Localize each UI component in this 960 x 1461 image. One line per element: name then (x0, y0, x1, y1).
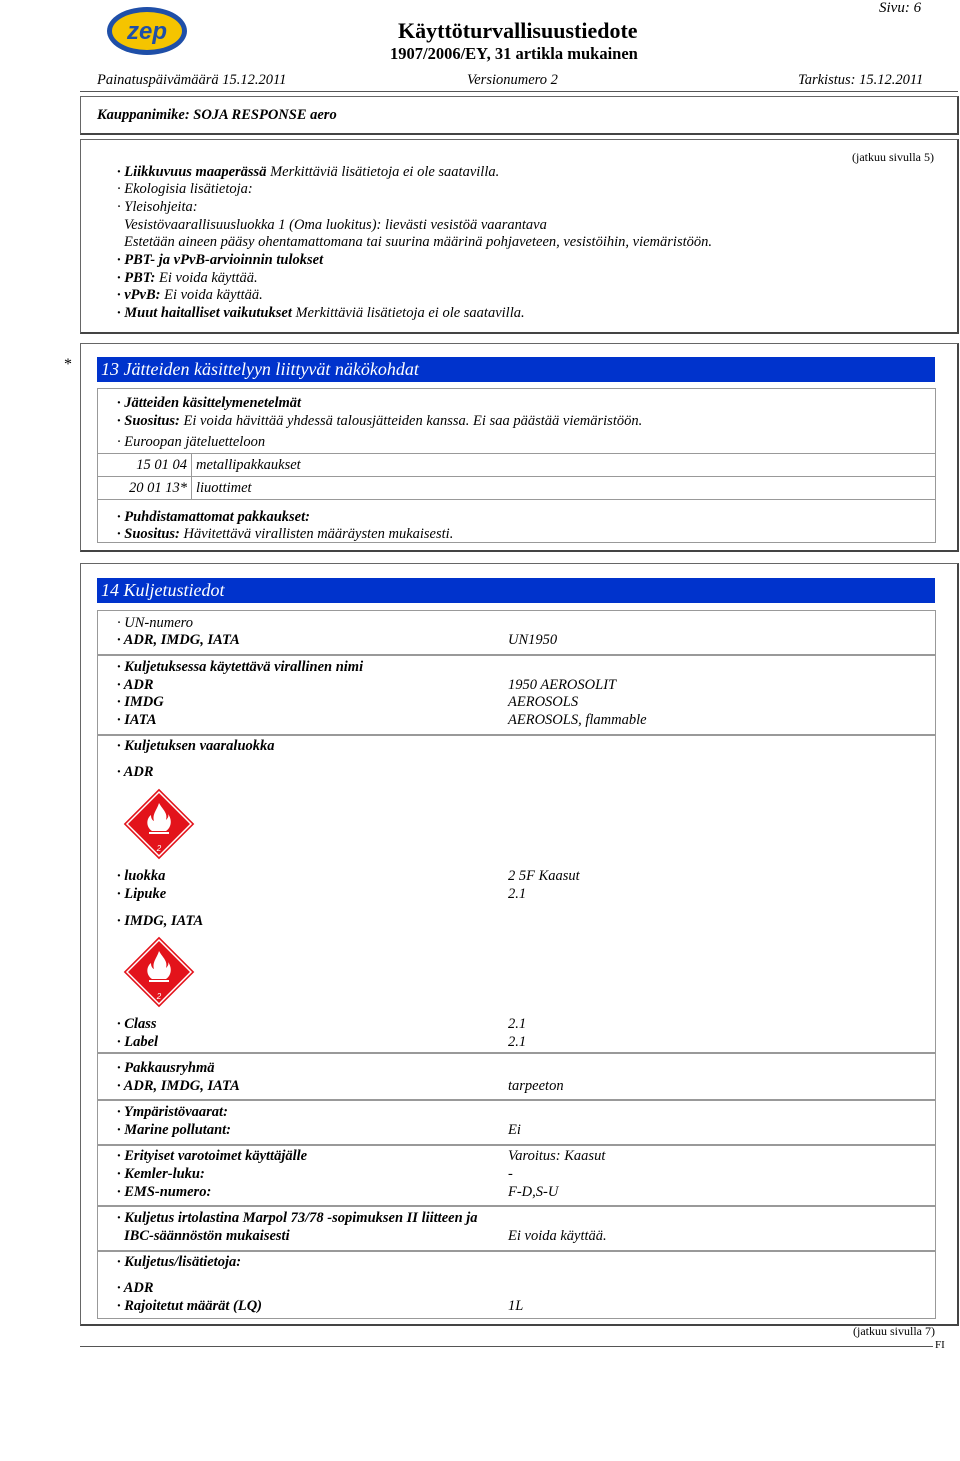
recommendation-label: · Suositus: (117, 413, 180, 429)
pbt-line (117, 270, 258, 287)
marpol-value: Ei voida käyttää. (508, 1228, 607, 1244)
class-en-label: · Class (117, 1016, 157, 1032)
recommendation-value: Ei voida hävittää yhdessä talousjätteiden kanssa. Ei saa päästää viemäristöön. (183, 413, 643, 429)
iata-value: AEROSOLS, flammable (508, 712, 647, 728)
mobility-value: Merkittäviä lisätietoja ei ole saatavilla. (270, 164, 500, 180)
revision-date: Tarkistus: 15.12.2011 (798, 72, 924, 88)
footer-rule (80, 1346, 933, 1347)
svg-text:zep: zep (126, 18, 168, 45)
packing-group-value: tarpeeton (508, 1078, 564, 1094)
uncleaned-packaging: · Puhdistamattomat pakkaukset: (117, 509, 310, 525)
prevent-text: Estetään aineen pääsy ohentamattomana tai suurina määrinä pohjaveteen, vesistöihin, viemäristöön. (124, 234, 712, 250)
continued-from-page: (jatkuu sivulla 5) (852, 150, 934, 164)
special-precautions-label: · Erityiset varotoimet käyttäjälle (117, 1148, 308, 1164)
recommendation2-value: Hävitettävä virallisten määräysten mukaisesti. (183, 526, 454, 542)
class-label: · luokka (117, 868, 166, 884)
general-notes: · Yleisohjeita: (117, 199, 198, 215)
ems-label: · EMS-numero: (117, 1184, 212, 1200)
pbt-results: · PBT- ja vPvB-arvioinnin tulokset (117, 252, 324, 268)
marpol-line1: · Kuljetus irtolastina Marpol 73/78 -sopimuksen II liitteen ja (117, 1210, 478, 1226)
recommendation-line (117, 413, 642, 430)
svg-text:2: 2 (156, 844, 162, 853)
flammable-gas-diamond-imdg (122, 935, 196, 1009)
svg-text:2: 2 (156, 992, 162, 1001)
un-transport-label: · ADR, IMDG, IATA (117, 632, 240, 648)
table-row (97, 454, 936, 477)
other-effects-value: Merkittäviä lisätietoja ei ole saatavilla. (295, 305, 525, 321)
imdg-label: · IMDG (117, 694, 164, 710)
waste-code: 15 01 04 (97, 454, 192, 477)
env-hazards-heading: · Ympäristövaarat: (117, 1104, 228, 1120)
lipuke-label: · Lipuke (117, 886, 167, 902)
pbt-label: · PBT: (117, 270, 156, 286)
continued-to-page: (jatkuu sivulla 7) (853, 1324, 935, 1338)
eco-info: · Ekologisia lisätietoja: (117, 181, 253, 197)
limited-quantities-label: · Rajoitetut määrät (LQ) (117, 1298, 262, 1314)
packing-group-heading: · Pakkausryhmä (117, 1060, 215, 1076)
mobility-line (117, 164, 499, 181)
label-en-value: 2.1 (508, 1034, 527, 1050)
class-en-value: 2.1 (508, 1016, 527, 1032)
imdg-value: AEROSOLS (508, 694, 579, 710)
label-en-label: · Label (117, 1034, 159, 1050)
mobility-label: · Liikkuvuus maaperässä (117, 164, 267, 180)
un-number-heading: · UN-numero (117, 615, 193, 631)
adr3-label: · ADR (117, 1280, 154, 1296)
version-number: Versionumero 2 (467, 72, 558, 88)
trade-name: Kauppanimike: SOJA RESPONSE aero (97, 107, 337, 123)
header-rule (80, 91, 958, 92)
section14-title: 14 Kuljetustiedot (97, 578, 935, 603)
un-value: UN1950 (508, 632, 558, 648)
recommendation2-line (117, 526, 453, 543)
document-title: Käyttöturvallisuustiedote (398, 18, 638, 43)
adr2-label: · ADR (117, 764, 154, 780)
waste-code-table (97, 453, 936, 500)
recommendation2-label: · Suositus: (117, 526, 180, 542)
flame-pictogram-icon (122, 787, 196, 861)
table-row (97, 477, 936, 500)
print-date: Painatuspäivämäärä 15.12.2011 (97, 72, 287, 88)
ems-value: F-D,S-U (508, 1184, 559, 1200)
adr-value: 1950 AEROSOLIT (508, 677, 617, 693)
disposal-methods: · Jätteiden käsittelymenetelmät (117, 395, 302, 411)
special-precautions-value: Varoitus: Kaasut (508, 1148, 606, 1164)
shipping-name-heading: · Kuljetuksessa käytettävä virallinen nimi (117, 659, 364, 675)
other-effects-label: · Muut haitalliset vaikutukset (117, 305, 292, 321)
flame-pictogram-icon (122, 935, 196, 1009)
language-code: FI (935, 1339, 945, 1351)
pbt-value: Ei voida käyttää. (159, 270, 258, 286)
eu-waste-list: · Euroopan jäteluetteloon (117, 434, 266, 450)
waste-desc: liuottimet (192, 477, 936, 500)
marpol-line2: IBC-säännöstön mukaisesti (124, 1228, 290, 1244)
page-number: Sivu: 6 (879, 0, 922, 16)
packing-group-label: · ADR, IMDG, IATA (117, 1078, 240, 1094)
vpvb-line (117, 287, 263, 304)
kemler-value: - (508, 1166, 513, 1182)
kemler-label: · Kemler-luku: (117, 1166, 205, 1182)
hazard-class-heading: · Kuljetuksen vaaraluokka (117, 738, 275, 754)
iata-label: · IATA (117, 712, 157, 728)
flammable-gas-diamond-adr (122, 787, 196, 861)
section13-title: 13 Jätteiden käsittelyyn liittyvät näkökohdat (97, 357, 935, 382)
water-hazard: Vesistövaarallisuusluokka 1 (Oma luokitus): lievästi vesistöä vaarantava (124, 217, 547, 233)
adr-label: · ADR (117, 677, 154, 693)
marine-pollutant-value: Ei (508, 1122, 521, 1138)
zep-logo-icon (106, 6, 188, 56)
zep-logo (106, 6, 188, 56)
class-value: 2 5F Kaasut (508, 868, 580, 884)
additional-heading: · Kuljetus/lisätietoja: (117, 1254, 242, 1270)
document-subtitle: 1907/2006/EY, 31 artikla mukainen (390, 44, 638, 63)
waste-desc: metallipakkaukset (192, 454, 936, 477)
waste-code: 20 01 13* (97, 477, 192, 500)
lipuke-value: 2.1 (508, 886, 527, 902)
vpvb-label: · vPvB: (117, 287, 161, 303)
marine-pollutant-label: · Marine pollutant: (117, 1122, 232, 1138)
imdg-iata-label: · IMDG, IATA (117, 913, 204, 929)
changed-marker: * (64, 356, 72, 373)
limited-quantities-value: 1L (508, 1298, 524, 1314)
vpvb-value: Ei voida käyttää. (164, 287, 263, 303)
other-effects-line (117, 305, 525, 322)
